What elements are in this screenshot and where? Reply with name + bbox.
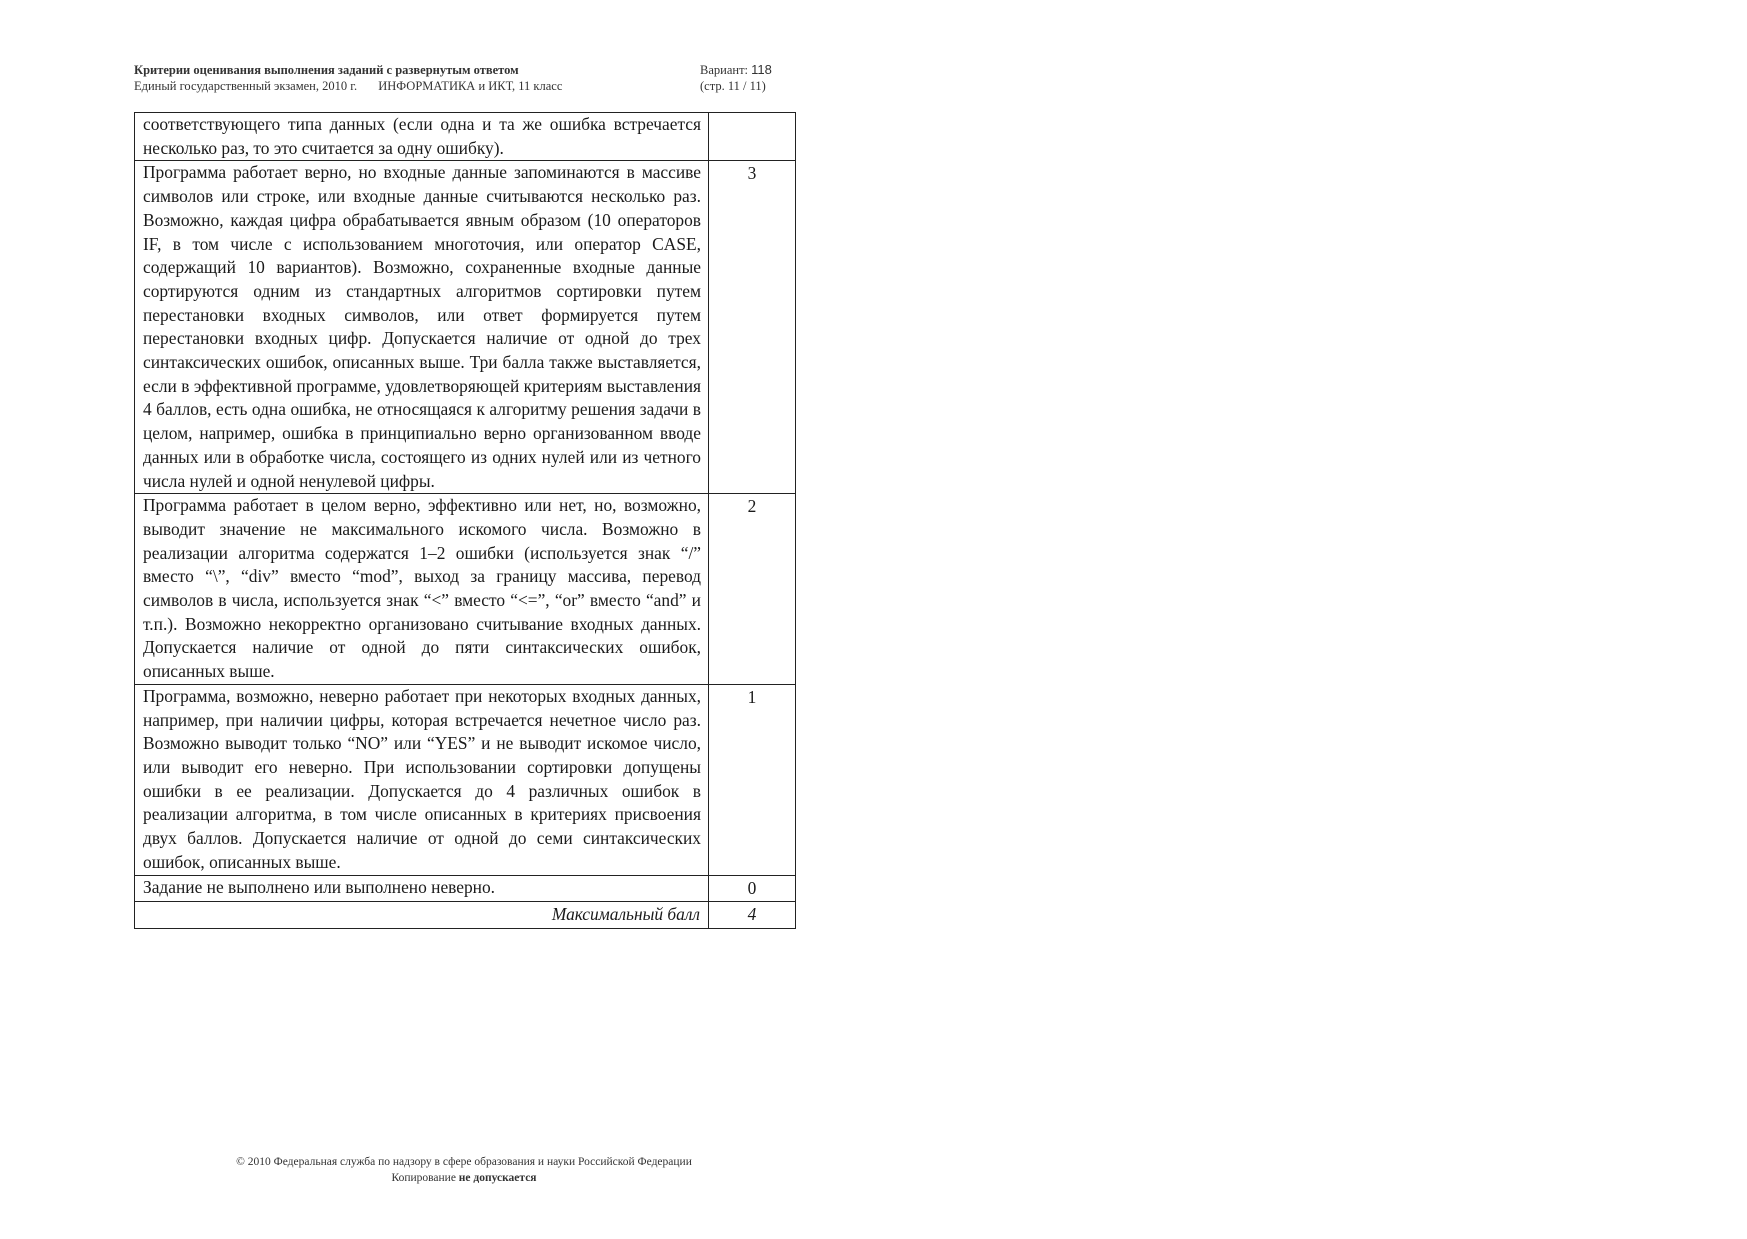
criteria-table bbox=[134, 112, 796, 929]
header-exam-line bbox=[134, 78, 562, 94]
header-exam: Единый государственный экзамен, 2010 г. bbox=[134, 79, 358, 93]
criteria-text: Задание не выполнено или выполнено неверно. bbox=[135, 875, 709, 902]
max-score-value: 4 bbox=[709, 902, 796, 929]
header-right bbox=[700, 62, 772, 94]
header-title: Критерии оценивания выполнения заданий с развернутым ответом bbox=[134, 63, 519, 77]
variant-label: Вариант: bbox=[700, 63, 748, 77]
max-score-row bbox=[135, 902, 796, 929]
footer-copy-prefix: Копирование bbox=[391, 1172, 459, 1184]
table-row bbox=[135, 161, 796, 494]
criteria-text: Программа работает верно, но входные данные запоминаются в массиве символов или строке, или входные данные считываются несколько раз. Возможно, каждая цифра обрабатывается явным образом (10 операторов IF, в том числе с использованием многоточия, или оператор CASE, содержащий 10 вариантов). Возможно, сохраненные входные данные сортируются одним из стандартных алгоритмов сортировки путем перестановки входных символов, или ответ формируется путем перестановки входных цифр. Допускается наличие от одной до трех синтаксических ошибок, описанных выше. Три балла также выставляется, если в эффективной программе, удовлетворяющей критериям выставления 4 баллов, есть одна ошибка, не относящаяся к алгоритму решения задачи в целом, например, ошибка в принципиально верно организованном вводе данных или в обработке числа, состоящего из одних нулей или из четного числа нулей и одной ненулевой цифры. bbox=[135, 161, 709, 494]
criteria-score: 0 bbox=[709, 875, 796, 902]
criteria-score: 3 bbox=[709, 161, 796, 494]
table-row bbox=[135, 113, 796, 161]
header-left bbox=[134, 62, 562, 94]
criteria-text: Программа работает в целом верно, эффективно или нет, но, возможно, выводит значение не максимального искомого числа. Возможно в реализации алгоритма содержатся 1–2 ошибки (используется знак “/” вместо “\”, “div” вместо “mod”, выход за границу массива, перевод символов в числа, используется знак “<” вместо “<=”, “or” вместо “and” и т.п.). Возможно некорректно организовано считывание входных данных. Допускается наличие от одной до пяти синтаксических ошибок, описанных выше. bbox=[135, 494, 709, 685]
criteria-score: 2 bbox=[709, 494, 796, 685]
criteria-score bbox=[709, 113, 796, 161]
table-row bbox=[135, 494, 796, 685]
footer-copy-bold: не допускается bbox=[458, 1172, 537, 1184]
page-number: (стр. 11 / 11) bbox=[700, 79, 766, 93]
page-footer bbox=[134, 1154, 794, 1186]
criteria-text: Программа, возможно, неверно работает при некоторых входных данных, например, при наличии цифры, которая встречается нечетное число раз. Возможно выводит только “NO” или “YES” и не выводит искомое число, или выводит его неверно. При использовании сортировки допущены ошибки в ее реализации. Допускается до 4 различных ошибок в реализации алгоритма, в том числе описанных в критериях присвоения двух баллов. Допускается наличие от одной до семи синтаксических ошибок, описанных выше. bbox=[135, 684, 709, 875]
footer-copy-notice bbox=[134, 1170, 794, 1186]
header-variant bbox=[700, 62, 772, 78]
table-row bbox=[135, 875, 796, 902]
criteria-text: соответствующего типа данных (если одна и та же ошибка встречается несколько раз, то это считается за одну ошибку). bbox=[135, 113, 709, 161]
page-header bbox=[134, 62, 794, 98]
criteria-score: 1 bbox=[709, 684, 796, 875]
header-subject: ИНФОРМАТИКА и ИКТ, 11 класс bbox=[378, 79, 563, 93]
table-row bbox=[135, 684, 796, 875]
max-score-label: Максимальный балл bbox=[135, 902, 709, 929]
footer-copyright: © 2010 Федеральная служба по надзору в сфере образования и науки Российской Федерации bbox=[236, 1156, 692, 1168]
variant-number: 118 bbox=[751, 62, 772, 77]
